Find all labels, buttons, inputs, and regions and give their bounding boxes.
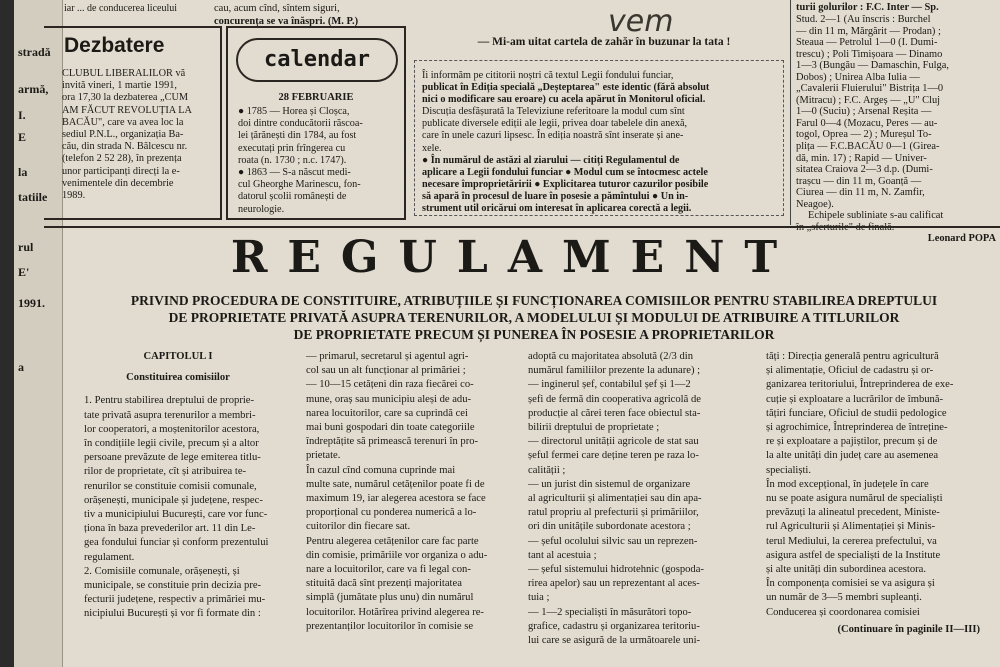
top-clipped-text-b: cau, acum cînd, sîntem siguri, concurența se va înăspri. (M. P.) — [214, 3, 359, 28]
column-rule — [790, 0, 791, 225]
section-rule — [44, 226, 1000, 228]
calendar-text: ● 1785 — Horea și Cloșca, doi dintre conducătorii răscoa- lei țărănești din 1784, au fost executați prin frîngerea cu roata (n. 1730 ; n.c. 1747). ● 1863 — S-a născut medi- cul Gheorghe Marinescu, fon- datorul școlii românești de neurologie. — [238, 106, 363, 215]
calendar-heading: calendar — [236, 38, 398, 82]
article-column-4: tăți : Direcția generală pentru agricultură și alimentație, Oficiul de cadastru și or- ganizarea teritoriului, Întreprinderea de exe- cuție și exploatare a lucrărilor de îmbună- tățiri funciare, Oficiul de studii pedologice și agrochimice, Întreprinderea de întreține- re și exploatare a pajiștilor, precum și de la alte unități din județ care au asemenea specialiști. În mod excepțional, în județele în care nu se poate asigura numărul de specialiști prevăzuți la alineatul precedent, Ministe- rul Agriculturii și Alimentației și Minis- terul Mediului, la cererea prefectului, va asigura astfel de specialiști de la Institute și alte unități din subordinea acestora. În componența comisiei se va asigura și un număr de 3—5 membri supleanți. Conducerea și coordonarea comisiei (Continuare în paginile II—III) — [754, 350, 980, 637]
spine-text: I. — [18, 108, 26, 122]
notice-text: Îi informăm pe cititorii noștri că textul Legii fondului funciar, publicat în Ediția specială „Deșteptarea" este identic (fără absolut nici o modificare sau eroare) cu acela apărut în Monitorul oficial. Discuția desfășurată la Televiziune referitoare la modul cum sînt publicate diversele ediții ale legii, privea doar tabelele din anexă, care în unele cazuri lipsesc. În ediția noastră sînt inserate și ane- xele. ● În numărul de astăzi al ziarului — citiți Regulamentul de aplicare a Legii fondului funciar ● Modul cum se întocmesc actele necesare împroprietăririi ● Explicitarea tuturor cazurilor posibile să apară în procesul de luare în posesie a pămîntului ● Un in- strument util oricărui om interesat în aplicarea corectă a legii. — [422, 70, 710, 215]
spine-text: la — [18, 165, 28, 179]
spine-text: a — [18, 360, 24, 374]
spine-text: stradă — [18, 45, 51, 59]
sports-results: Stud. 2—1 (Au înscris : Burchel — din 11 m, Mărgărit — Prodan) ; Steaua — Petrolul 1—0 (I. Dumi- trescu) ; Poli Timișoara — Dinamo 1—3 (Bungău — Damaschin, Fulga, Dobos) ; Unirea Alba Iulia — „Cavalerii Fluierului" Bistrița 1—0 (Mitracu) ; F.C. Argeș — „U" Cluj 1—0 (Suciu) ; Arsenal Reșita — Farul 0—4 (Mozacu, Peres — au- togol, Oprea — 2) ; Mureșul To- plița — F.C.BACĂU 0—1 (Girea- dă, min. 17) ; Rapid — Univer- sitatea Craiova 2—3 d.p. (Dumi- trașcu — din 11 m, Goanță — Ciurea — din 11 m, N. Zamfir, Neagoe). Echipele subliniate s-au calificat în „sferturile" de finală. Leonard POPA — [796, 14, 996, 245]
spine-text: E' — [18, 265, 30, 279]
top-clipped-text: iar ... de conducerea liceului — [64, 3, 177, 14]
article-title: REGULAMENT — [230, 232, 798, 283]
article-subtitle: PRIVIND PROCEDURA DE CONSTITUIRE, ATRIBUȚIILE ȘI FUNCȚIONAREA COMISIILOR PENTRU STABILIREA DREPTULUI DE PROPRIETATE PRIVATĂ ASUPRA TERENURILOR, A MODELULUI ȘI MODULUI DE ATRIBUIRE A TITLURILOR DE PROPRIETATE PRECUM ȘI PUNEREA ÎN POSESIE A PROPRIETARILOR — [130, 293, 938, 342]
dezbatere-heading: Dezbatere — [64, 34, 165, 57]
article-column-1: CAPITOLUL I Constituirea comisiilor 1. Pentru stabilirea dreptului de proprie- tate privată asupra terenurilor a membri- lor cooperatori, a moștenitorilor acestora, în condițiile legii civile, precum și a altor persoane prevăzute de lege emiterea titlu- rilor de proprietate, cît și atribuirea te- renurilor se constituie comisii comunale, orășenești, municipale și județene, respec- tiv a municipiului București, care vor func- ționa în baza prevederilor art. 11 din Le- gea fondului funciar și conform prezentului regulament. 2. Comisiile comunale, orășenești, și municipale, se constituie prin decizia pre- fecturii județene, respectiv a primăriei mu- nicipiului București și vor fi formate din : — [84, 351, 269, 620]
article-column-3: adoptă cu majoritatea absolută (2/3 din numărul familiilor prezente la adunare) ; — inginerul șef, contabilul șef și 1—2 șefi de fermă din cooperativa agricolă de producție al cărei teren face obiectul sta- bilirii dreptului de proprietate ; — directorul unității agricole de stat sau șeful fermei care deține teren pe raza lo- calității ; — un jurist din sistemul de organizare al agriculturii și alimentației sau din apa- ratul propriu al prefecturii și primăriilor, ori din unitățile subordonate acestora ; — șeful ocolului silvic sau un reprezen- tant al acestuia ; — șeful sistemului hidrotehnic (gospoda- rirea apelor) sau un reprezentant al aces- tuia ; — 1—2 specialiști în măsurători topo- grafice, cadastru și organizarea teritoriu- lui care se asigură de la următoarele uni- — [528, 351, 704, 647]
spine-text: E — [18, 130, 27, 144]
notice-headline: — Mi-am uitat cartela de zahăr în buzunar la tata ! — [477, 36, 731, 48]
dezbatere-text: CLUBUL LIBERALILOR vă invită vineri, 1 martie 1991, ora 17,30 la dezbaterea „CUM AM FĂCUT REVOLUȚIA LA BACĂU", care va avea loc la sediul P.N.L., organizația Ba- cău, din strada N. Bălcescu nr. (telefon 2 52 28), în prezența unor participanți direcți la e- venimentele din decembrie 1989. — [62, 68, 192, 202]
newspaper-page — [14, 0, 1000, 667]
spine-text: 1991. — [18, 296, 45, 310]
sports-top: turii golurilor : F.C. Inter — Sp. — [796, 2, 939, 13]
cartoon-logo: vem — [608, 4, 674, 39]
continued-note: (Continuare în paginile II—III) — [837, 623, 980, 635]
calendar-date: 28 FEBRUARIE — [278, 92, 354, 103]
spine-text: tatiile — [18, 190, 48, 204]
article-column-2: — primarul, secretarul și agentul agri- col sau un alt funcționar al primăriei ; — 10—15 cetățeni din raza fiecărei co- mune, oraș sau municipiu aleși de adu- narea locuitorilor, care sa cuprindă cei mai buni gospodari din toate categoriile îndreptățite să primească terenuri în pro- prietate. În cazul cînd comuna cuprinde mai multe sate, numărul cetățenilor poate fi de maximum 19, iar alegerea acestora se face proporțional cu ponderea numerică a lo- cuitorilor din fiecare sat. Pentru alegerea cetățenilor care fac parte din comisie, primăriile vor organiza o adu- nare a locuitorilor, care va fi legal con- stituită dacă sînt prezenți majoritatea simplă (jumătate plus unu) din numărul locuitorilor. Hotărîrea privind alegerea re- prezentanților locuitorilor în comisie se — [306, 351, 488, 632]
spine-text: rul — [18, 240, 34, 254]
spine-text: armă, — [18, 82, 49, 96]
